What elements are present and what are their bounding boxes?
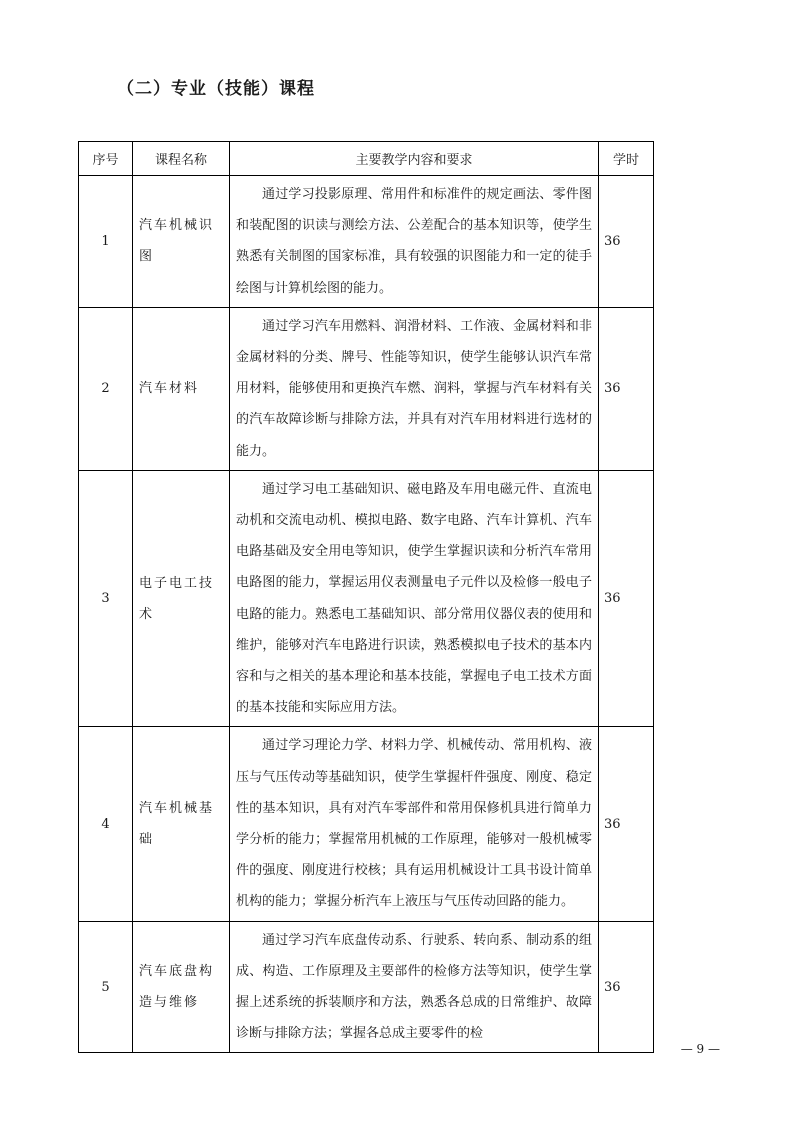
row-hours: 36 xyxy=(599,727,654,921)
row-hours: 36 xyxy=(599,176,654,308)
header-no: 序号 xyxy=(79,142,133,176)
row-content: 通过学习汽车用燃料、润滑材料、工作液、金属材料和非金属材料的分类、牌号、性能等知识，使学生能够认识汽车常用材料，能够使用和更换汽车燃、润料，掌握与汽车材料有关的汽车故障诊断与排除方法，并具有对汽车用材料进行选材的能力。 xyxy=(230,307,599,470)
table-header-row xyxy=(79,142,654,176)
row-course-name: 汽车机械基础 xyxy=(133,727,230,921)
row-course-name: 汽车底盘构造与维修 xyxy=(133,921,230,1053)
row-hours: 36 xyxy=(599,470,654,727)
table-row xyxy=(79,727,654,921)
row-no: 3 xyxy=(79,470,133,727)
row-hours: 36 xyxy=(599,921,654,1053)
row-content: 通过学习投影原理、常用件和标准件的规定画法、零件图和装配图的识读与测绘方法、公差配合的基本知识等，使学生熟悉有关制图的国家标准，具有较强的识图能力和一定的徒手绘图与计算机绘图的能力。 xyxy=(230,176,599,308)
row-content: 通过学习汽车底盘传动系、行驶系、转向系、制动系的组成、构造、工作原理及主要部件的检修方法等知识，使学生掌握上述系统的拆装顺序和方法，熟悉各总成的日常维护、故障诊断与排除方法；掌握各总成主要零件的检 xyxy=(230,921,599,1053)
row-no: 1 xyxy=(79,176,133,308)
table-row xyxy=(79,176,654,308)
header-course-name: 课程名称 xyxy=(133,142,230,176)
table-row xyxy=(79,921,654,1053)
row-no: 5 xyxy=(79,921,133,1053)
row-course-name: 汽车材料 xyxy=(133,307,230,470)
section-title: （二）专业（技能）课程 xyxy=(117,79,315,99)
row-course-name: 汽车机械识图 xyxy=(133,176,230,308)
page-number: — 9 — xyxy=(680,1042,720,1056)
header-hours: 学时 xyxy=(599,142,654,176)
table-row xyxy=(79,307,654,470)
course-table xyxy=(78,141,654,1053)
table-row xyxy=(79,470,654,727)
row-content: 通过学习电工基础知识、磁电路及车用电磁元件、直流电动机和交流电动机、模拟电路、数字电路、汽车计算机、汽车电路基础及安全用电等知识，使学生掌握识读和分析汽车常用电路图的能力，掌握运用仪表测量电子元件以及检修一般电子电路的能力。熟悉电工基础知识、部分常用仪器仪表的使用和维护，能够对汽车电路进行识读，熟悉模拟电子技术的基本内容和与之相关的基本理论和基本技能，掌握电子电工技术方面的基本技能和实际应用方法。 xyxy=(230,470,599,727)
row-course-name: 电子电工技术 xyxy=(133,470,230,727)
row-no: 2 xyxy=(79,307,133,470)
row-no: 4 xyxy=(79,727,133,921)
row-hours: 36 xyxy=(599,307,654,470)
header-content: 主要教学内容和要求 xyxy=(230,142,599,176)
row-content: 通过学习理论力学、材料力学、机械传动、常用机构、液压与气压传动等基础知识，使学生掌握杆件强度、刚度、稳定性的基本知识，具有对汽车零部件和常用保修机具进行简单力学分析的能力；掌握常用机械的工作原理，能够对一般机械零件的强度、刚度进行校核；具有运用机械设计工具书设计简单机构的能力；掌握分析汽车上液压与气压传动回路的能力。 xyxy=(230,727,599,921)
